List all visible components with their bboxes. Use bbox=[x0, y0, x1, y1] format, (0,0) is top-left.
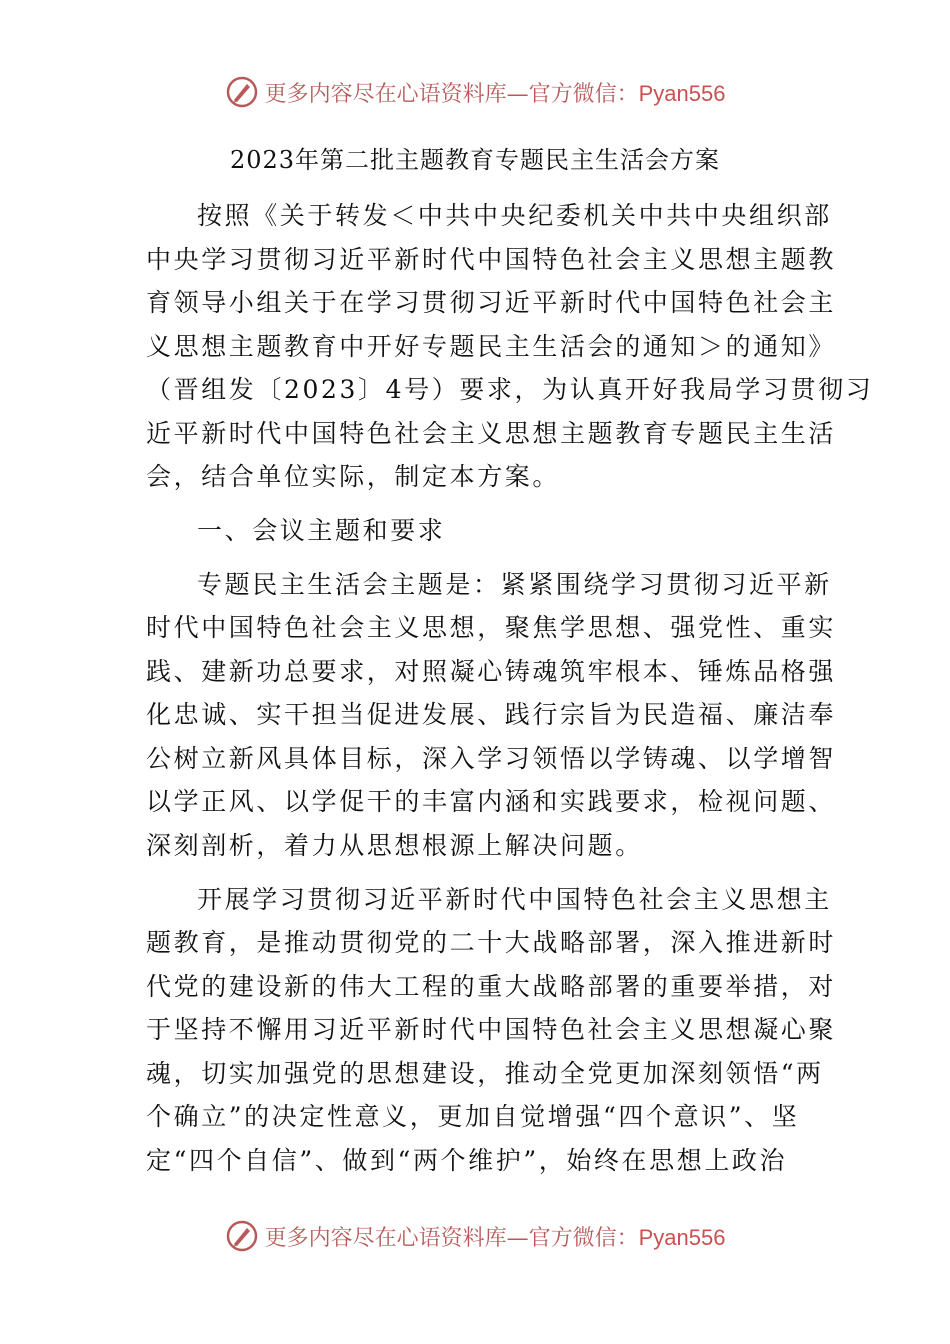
body-line: 代党的建设新的伟大工程的重大战略部署的重要举措，对 bbox=[146, 972, 837, 1001]
document-title: 2023年第二批主题教育专题民主生活会方案 bbox=[229, 146, 721, 174]
pen-logo-icon bbox=[225, 1219, 259, 1253]
section-heading: 一、会议主题和要求 bbox=[197, 516, 446, 545]
watermark-text-top: 更多内容尽在心语资料库—官方微信：Pyan556 bbox=[264, 80, 726, 107]
body-line: 中央学习贯彻习近平新时代中国特色社会主义思想主题教 bbox=[146, 245, 837, 274]
body-line: 题教育，是推动贯彻党的二十大战略部署，深入推进新时 bbox=[146, 928, 837, 957]
body-line: 时代中国特色社会主义思想，聚焦学思想、强党性、重实 bbox=[146, 613, 837, 642]
watermark-banner-bottom bbox=[0, 1214, 950, 1258]
body-line: 专题民主生活会主题是：紧紧围绕学习贯彻习近平新 bbox=[197, 570, 832, 599]
body-line: 魂，切实加强党的思想建设，推动全党更加深刻领悟“两 bbox=[146, 1059, 824, 1088]
body-line: 公树立新风具体目标，深入学习领悟以学铸魂、以学增智 bbox=[146, 744, 837, 773]
pen-logo-icon bbox=[225, 75, 259, 109]
body-line: 个确立”的决定性意义，更加自觉增强“四个意识”、坚 bbox=[146, 1102, 800, 1131]
body-line: 近平新时代中国特色社会主义思想主题教育专题民主生活 bbox=[146, 419, 837, 448]
watermark-banner-top bbox=[0, 70, 950, 114]
body-line: 会，结合单位实际，制定本方案。 bbox=[146, 462, 561, 491]
body-line: 开展学习贯彻习近平新时代中国特色社会主义思想主 bbox=[197, 885, 832, 914]
body-line: 化忠诚、实干担当促进发展、践行宗旨为民造福、廉洁奉 bbox=[146, 700, 837, 729]
body-line: （晋组发〔2023〕4号）要求，为认真开好我局学习贯彻习 bbox=[146, 375, 874, 404]
body-line: 践、建新功总要求，对照凝心铸魂筑牢根本、锤炼品格强 bbox=[146, 657, 837, 686]
body-line: 于坚持不懈用习近平新时代中国特色社会主义思想凝心聚 bbox=[146, 1015, 837, 1044]
body-line: 按照《关于转发＜中共中央纪委机关中共中央组织部 bbox=[197, 201, 832, 230]
body-line: 定“四个自信”、做到“两个维护”，始终在思想上政治 bbox=[146, 1146, 788, 1175]
body-line: 以学正风、以学促干的丰富内涵和实践要求，检视问题、 bbox=[146, 787, 837, 816]
body-line: 育领导小组关于在学习贯彻习近平新时代中国特色社会主 bbox=[146, 288, 837, 317]
body-line: 深刻剖析，着力从思想根源上解决问题。 bbox=[146, 831, 643, 860]
watermark-text-bottom: 更多内容尽在心语资料库—官方微信：Pyan556 bbox=[264, 1224, 726, 1251]
body-line: 义思想主题教育中开好专题民主生活会的通知＞的通知》 bbox=[146, 332, 837, 361]
